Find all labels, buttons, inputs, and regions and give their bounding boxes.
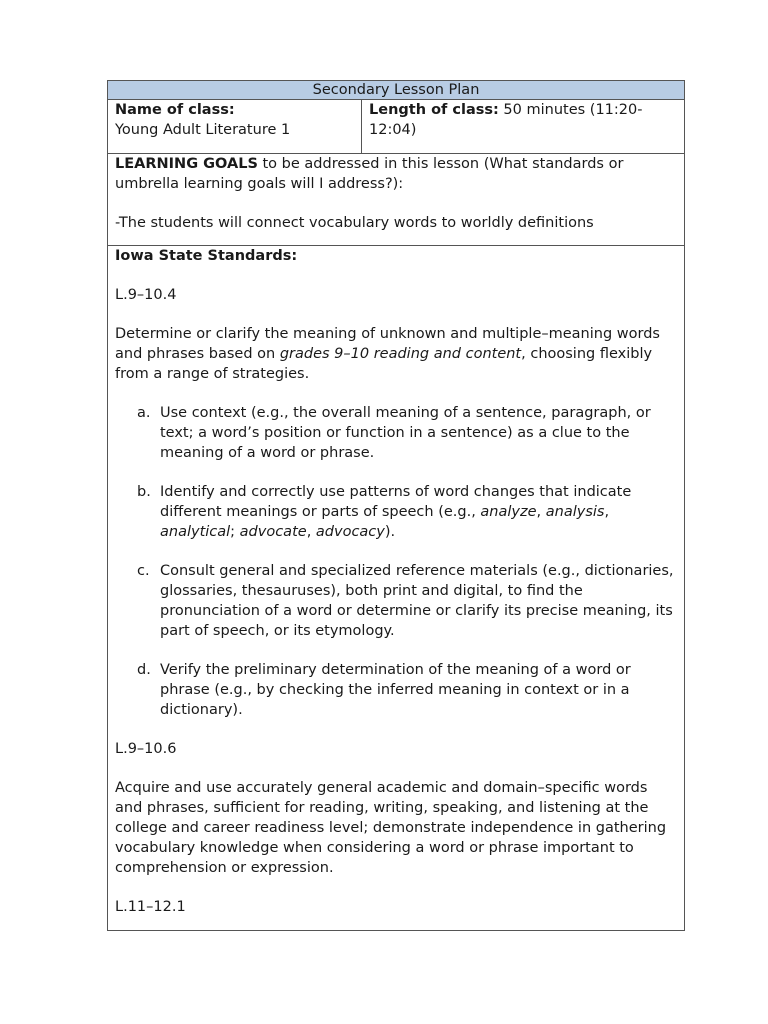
sub-standard-item (115, 660, 677, 720)
list-letter: d. (137, 662, 151, 678)
standard-text: Acquire and use accurately general academic and domain–specific words and phrases, sufficient for reading, writing, speaking, and listening at the college and career readiness level; demonstrate independence in gathering vocabulary knowledge when considering a word or phrase important to comprehension or expression. (115, 780, 667, 876)
sub-standard-list (115, 403, 677, 720)
sub-standard-text: Identify and correctly use patterns of word changes that indicate different meanings or parts of speech (e.g., (160, 484, 632, 520)
sub-standard-text-end: ). (384, 524, 396, 540)
separator: , (536, 504, 546, 520)
sub-standard-item (115, 403, 677, 463)
learning-goals-description: to be addressed in this lesson (What standards or umbrella learning goals will I address?): (115, 156, 624, 192)
sub-standard-item (115, 561, 677, 641)
list-letter: c. (137, 563, 150, 579)
class-name-label: Name of class: (115, 102, 235, 118)
standards-heading: Iowa State Standards: (115, 248, 298, 264)
separator: ; (230, 524, 240, 540)
class-length-value: 50 minutes (11:20-12:04) (369, 102, 643, 138)
separator: , (604, 504, 610, 520)
standard-text-part: Determine or clarify the meaning of unknown and multiple–meaning words and phrases based on (115, 326, 660, 362)
learning-goal-item: -The students will connect vocabulary words to worldly definitions (115, 215, 594, 231)
list-letter: b. (137, 484, 151, 500)
example-word: analytical (160, 524, 231, 540)
example-word: advocate (239, 524, 307, 540)
class-name-value: Young Adult Literature 1 (115, 122, 291, 138)
learning-goals-cell (108, 154, 685, 246)
sub-standard-text: Verify the preliminary determination of the meaning of a word or phrase (e.g., by checking the inferred meaning in context or in a dictionary). (160, 662, 631, 718)
list-letter: a. (137, 405, 151, 421)
example-word: analyze (480, 504, 537, 520)
learning-goals-intro (115, 154, 677, 194)
class-length-label: Length of class: (369, 102, 499, 118)
standard-code: L.9–10.6 (115, 741, 177, 757)
standard-code: L.11–12.1 (115, 899, 186, 915)
standard-text-part: , choosing flexibly from a range of strategies. (115, 346, 653, 382)
separator: , (306, 524, 316, 540)
standard-text-emphasis: grades 9–10 reading and content (279, 346, 522, 362)
sub-standard-text: Use context (e.g., the overall meaning of a sentence, paragraph, or text; a word’s position or function in a sentence) as a clue to the meaning of a word or phrase. (160, 405, 651, 461)
learning-goals-label: LEARNING GOALS (115, 156, 258, 172)
plan-title: Secondary Lesson Plan (108, 81, 685, 100)
standard-text (115, 324, 677, 384)
standards-cell (108, 246, 685, 931)
class-name-cell (108, 100, 362, 154)
sub-standard-text: Consult general and specialized reference materials (e.g., dictionaries, glossaries, thesauruses), both print and digital, to find the pronunciation of a word or determine or clarify its precise meaning, its part of speech, or its etymology. (160, 563, 674, 639)
example-word: advocacy (315, 524, 385, 540)
lesson-plan-table (107, 80, 685, 931)
standard-code: L.9–10.4 (115, 287, 177, 303)
class-length-cell (362, 100, 685, 154)
sub-standard-item (115, 482, 677, 542)
example-word: analysis (545, 504, 605, 520)
